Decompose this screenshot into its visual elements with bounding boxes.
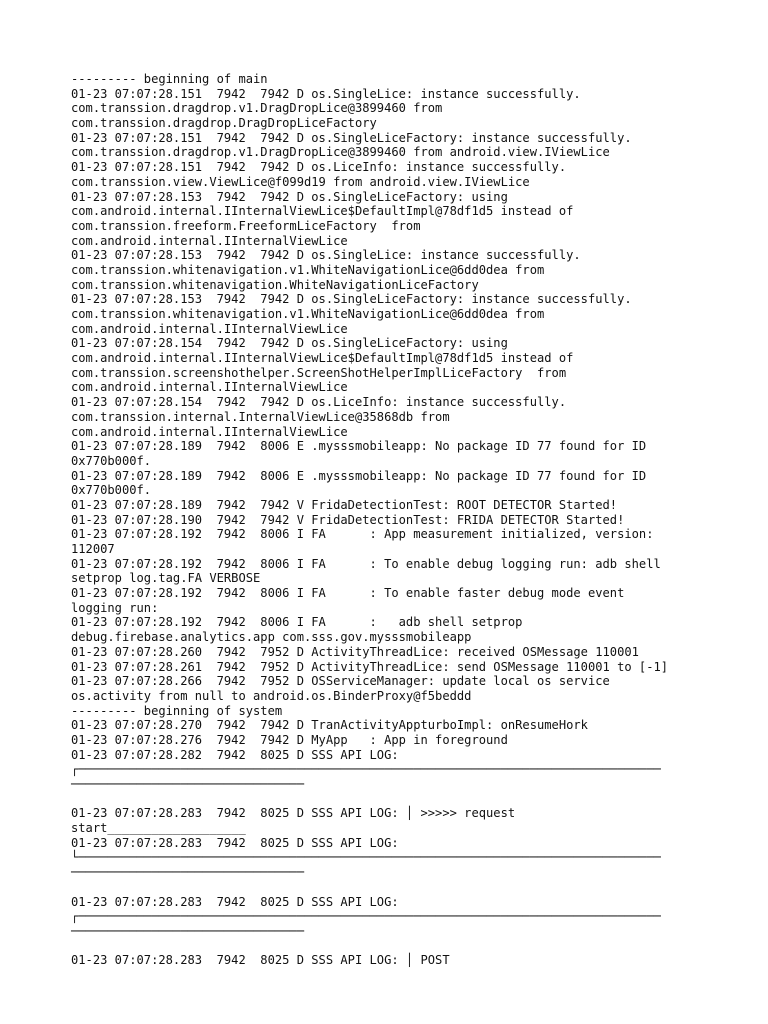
log-line: 01-23 07:07:28.189 7942 8006 E .mysssmobileapp: No package ID 77 found for ID bbox=[71, 468, 647, 483]
log-line: ──────────────────────────────── bbox=[71, 923, 304, 938]
log-line: com.transsion.dragdrop.v1.DragDropLice@3899460 from android.view.IViewLice bbox=[71, 145, 610, 160]
log-line: 01-23 07:07:28.261 7942 7952 D ActivityThreadLice: send OSMessage 110001 to [-1] bbox=[71, 659, 669, 674]
log-line: 01-23 07:07:28.151 7942 7942 D os.SingleLice: instance successfully. bbox=[71, 86, 581, 101]
log-line: 01-23 07:07:28.151 7942 7942 D os.LiceInfo: instance successfully. bbox=[71, 160, 567, 175]
log-line: com.android.internal.IInternalViewLice$DefaultImpl@78df1d5 instead of bbox=[71, 204, 574, 219]
log-line: 01-23 07:07:28.153 7942 7942 D os.SingleLiceFactory: using bbox=[71, 189, 508, 204]
log-line: com.transsion.view.ViewLice@f099d19 from android.view.IViewLice bbox=[71, 174, 530, 189]
log-line: ┌──────────────────────────────────────────────────────────────────────────────── bbox=[71, 762, 661, 777]
log-line: logging run: bbox=[71, 600, 159, 615]
log-line: com.transsion.whitenavigation.WhiteNavigationLiceFactory bbox=[71, 277, 479, 292]
log-line bbox=[71, 792, 701, 807]
log-line: os.activity from null to android.os.BinderProxy@f5beddd bbox=[71, 688, 472, 703]
log-line: 0x770b000f. bbox=[71, 483, 152, 498]
log-line: debug.firebase.analytics.app com.sss.gov.mysssmobileapp bbox=[71, 630, 472, 645]
log-line: com.transsion.dragdrop.v1.DragDropLice@3899460 from bbox=[71, 101, 443, 116]
log-line: com.android.internal.IInternalViewLice bbox=[71, 321, 348, 336]
log-line: 01-23 07:07:28.189 7942 7942 V FridaDetectionTest: ROOT DETECTOR Started! bbox=[71, 497, 618, 512]
log-line: ──────────────────────────────── bbox=[71, 865, 304, 880]
log-line bbox=[71, 880, 701, 895]
log-line: 01-23 07:07:28.154 7942 7942 D os.LiceInfo: instance successfully. bbox=[71, 395, 567, 410]
log-line: 01-23 07:07:28.190 7942 7942 V FridaDetectionTest: FRIDA DETECTOR Started! bbox=[71, 512, 625, 527]
log-line: 01-23 07:07:28.153 7942 7942 D os.SingleLice: instance successfully. bbox=[71, 248, 581, 263]
log-line: --------- beginning of main bbox=[71, 72, 268, 86]
log-line: com.transsion.dragdrop.DragDropLiceFactory bbox=[71, 116, 377, 131]
log-line bbox=[71, 939, 701, 954]
log-line: com.transsion.freeform.FreeformLiceFactory from bbox=[71, 218, 421, 233]
log-line: com.transsion.internal.InternalViewLice@35868db from bbox=[71, 409, 450, 424]
log-line: 01-23 07:07:28.266 7942 7952 D OSServiceManager: update local os service bbox=[71, 674, 610, 689]
log-line: 01-23 07:07:28.283 7942 8025 D SSS API LOG: bbox=[71, 894, 399, 909]
log-line: setprop log.tag.FA VERBOSE bbox=[71, 571, 261, 586]
log-line: 01-23 07:07:28.192 7942 8006 I FA : To enable faster debug mode event bbox=[71, 586, 625, 601]
log-line: com.transsion.whitenavigation.v1.WhiteNavigationLice@6dd0dea from bbox=[71, 262, 545, 277]
log-line: com.android.internal.IInternalViewLice bbox=[71, 424, 348, 439]
log-line: 01-23 07:07:28.151 7942 7942 D os.SingleLiceFactory: instance successfully. bbox=[71, 130, 632, 145]
log-line: 112007 bbox=[71, 542, 115, 556]
log-line: 01-23 07:07:28.154 7942 7942 D os.SingleLiceFactory: using bbox=[71, 336, 508, 351]
log-line: ──────────────────────────────── bbox=[71, 777, 304, 791]
log-line: 01-23 07:07:28.282 7942 8025 D SSS API LOG: bbox=[71, 747, 399, 762]
log-line: 01-23 07:07:28.283 7942 8025 D SSS API LOG: │ >>>>> request bbox=[71, 806, 516, 821]
log-line: 0x770b000f. bbox=[71, 453, 152, 468]
log-line: 01-23 07:07:28.276 7942 7942 D MyApp : App in foreground bbox=[71, 732, 508, 747]
log-line: start___________________ bbox=[71, 821, 246, 836]
log-line: 01-23 07:07:28.192 7942 8006 I FA : adb shell setprop bbox=[71, 615, 523, 630]
log-line: com.android.internal.IInternalViewLice bbox=[71, 380, 348, 395]
log-line: 01-23 07:07:28.270 7942 7942 D TranActivityAppturboImpl: onResumeHork bbox=[71, 718, 588, 733]
log-line: com.android.internal.IInternalViewLice bbox=[71, 233, 348, 248]
log-line: 01-23 07:07:28.283 7942 8025 D SSS API LOG: bbox=[71, 835, 399, 850]
log-line: 01-23 07:07:28.192 7942 8006 I FA : App measurement initialized, version: bbox=[71, 527, 654, 542]
log-line: 01-23 07:07:28.192 7942 8006 I FA : To enable debug logging run: adb shell bbox=[71, 556, 661, 571]
log-line: 01-23 07:07:28.153 7942 7942 D os.SingleLiceFactory: instance successfully. bbox=[71, 292, 632, 307]
log-line: com.transsion.screenshothelper.ScreenShotHelperImplLiceFactory from bbox=[71, 365, 567, 380]
log-line: --------- beginning of system bbox=[71, 703, 283, 718]
log-line: ┌──────────────────────────────────────────────────────────────────────────────── bbox=[71, 909, 661, 924]
log-document bbox=[71, 72, 701, 968]
log-line: 01-23 07:07:28.260 7942 7952 D ActivityThreadLice: received OSMessage 110001 bbox=[71, 644, 639, 659]
log-line: 01-23 07:07:28.283 7942 8025 D SSS API LOG: │ POST bbox=[71, 953, 450, 968]
log-line: com.android.internal.IInternalViewLice$DefaultImpl@78df1d5 instead of bbox=[71, 351, 574, 366]
log-line: 01-23 07:07:28.189 7942 8006 E .mysssmobileapp: No package ID 77 found for ID bbox=[71, 439, 647, 454]
log-line: └──────────────────────────────────────────────────────────────────────────────── bbox=[71, 850, 661, 865]
log-line: com.transsion.whitenavigation.v1.WhiteNavigationLice@6dd0dea from bbox=[71, 307, 545, 321]
